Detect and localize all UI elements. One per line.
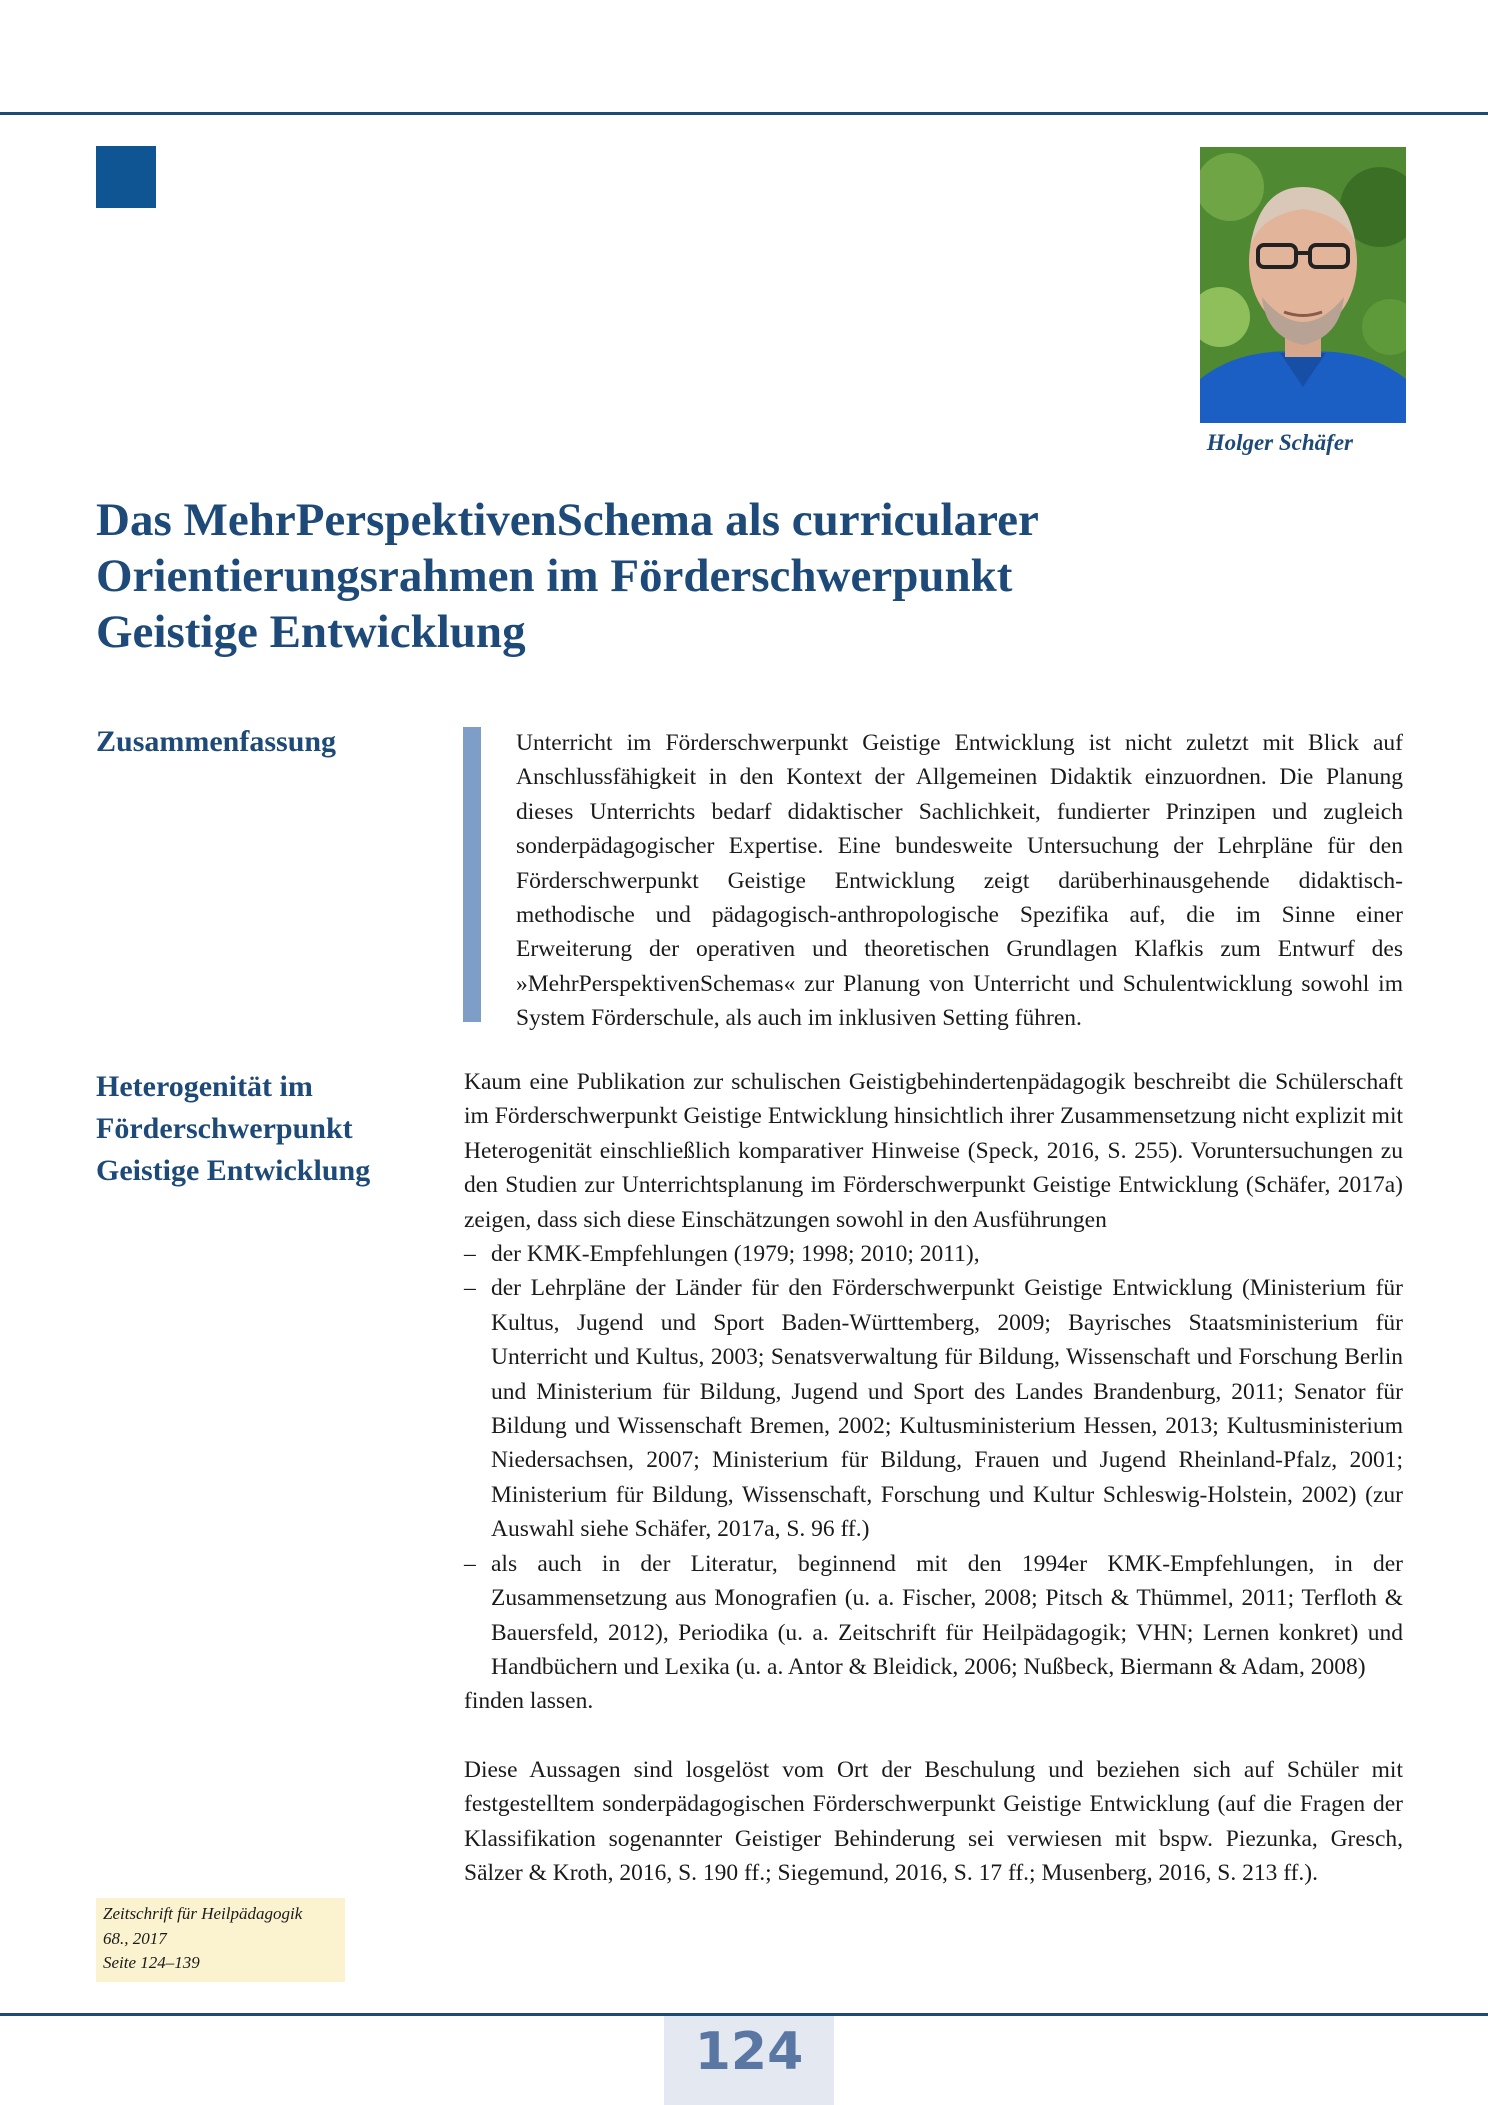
section-heading-line: Heterogenität im (96, 1070, 313, 1103)
list-item: – als auch in der Literatur, beginnend mit den 1994er KMK-Empfehlungen, in der Zusammensetzung aus Monografien (u. a. Fischer, 2008; Pitsch & Thümmel, 2011; Terfloth & Bauersfeld, 2012), Periodika (u. a. Zeitschrift für Heilpädagogik; VHN; Lernen konkret) und Handbüchern und Lexika (u. a. Antor & Bleidick, 2006; Nußbeck, Biermann & Adam, 2008) (464, 1547, 1403, 1685)
list-item: – der KMK-Empfehlungen (1979; 1998; 2010; 2011), (464, 1237, 1403, 1271)
author-name: Holger Schäfer (1206, 430, 1353, 455)
title-line: Orientierungsrahmen im Förderschwerpunkt (96, 550, 1013, 602)
list-item: – der Lehrpläne der Länder für den Förderschwerpunkt Geistige Entwicklung (Ministerium für Kultus, Jugend und Sport Baden-Württemberg, 2009; Bayrisches Staatsministerium für Unterricht und Kultus, 2003; Senatsverwaltung für Bildung, Wissenschaft und Forschung Berlin und Ministerium für Bildung, Jugend und Sport des Landes Brandenburg, 2011; Senator für Bildung und Wissenschaft Bremen, 2002; Kultusministerium Hessen, 2013; Kultusministerium Niedersachsen, 2007; Ministerium für Bildung, Frauen und Jugend Rheinland-Pfalz, 2001; Ministerium für Bildung, Wissenschaft, Forschung und Kultur Schleswig-Holstein, 2002) (zur Auswahl siehe Schäfer, 2017a, S. 96 ff.) (464, 1271, 1403, 1546)
page-number: 124 (664, 2016, 834, 2105)
source-list (464, 1237, 1403, 1684)
list-tail: finden lassen. (464, 1688, 594, 1715)
section-heading-line: Förderschwerpunkt (96, 1112, 353, 1145)
second-paragraph: Diese Aussagen sind losgelöst vom Ort der Beschulung und beziehen sich auf Schüler mit festgestelltem sonderpädagogischen Förderschwerpunkt Geistige Entwicklung (auf die Fragen der Klassifikation sogenannter Geistiger Behinderung sei verwiesen mit bspw. Piezunka, Gresch, Sälzer & Kroth, 2016, S. 190 ff.; Siegemund, 2016, S. 17 ff.; Musenberg, 2016, S. 213 ff.). (464, 1756, 1403, 1886)
citation-box (96, 1898, 345, 1982)
section-body (464, 1065, 1403, 1890)
abstract-text: Unterricht im Förderschwerpunkt Geistige Entwicklung ist nicht zuletzt mit Blick auf Anschlussfähigkeit in den Kontext der Allgemeinen Didaktik einzuordnen. Die Planung dieses Unterrichts bedarf didaktischer Sachlichkeit, fundierter Prinzipen und zugleich sonderpädagogischer Expertise. Eine bundesweite Untersuchung der Lehrpläne für den Förderschwerpunkt Geistige Entwicklung zeigt darüberhinausgehende didaktisch-methodische und pädagogisch-anthropologische Spezifika auf, die im Sinne einer Erweiterung der operativen und theoretischen Grundlagen Klafkis zum Entwurf des »MehrPerspektivenSchemas« zur Planung von Unterricht und Schulentwicklung sowohl im System Förderschule, als auch im inklusiven Setting führen. (516, 730, 1403, 1032)
citation-volume: 68., 2017 (103, 1928, 167, 1948)
top-rule (0, 112, 1488, 115)
abstract-bar (463, 727, 481, 1022)
section-heading-line: Geistige Entwicklung (96, 1154, 371, 1187)
author-photo (1200, 147, 1406, 423)
summary-heading: Zusammenfassung (96, 725, 337, 758)
citation-journal: Zeitschrift für Heilpädagogik (103, 1904, 303, 1923)
section-marker-square (96, 146, 156, 208)
title-line: Geistige Entwicklung (96, 606, 526, 658)
title-line: Das MehrPerspektivenSchema als curricularer (96, 494, 1039, 546)
article-title (96, 492, 1226, 660)
intro-paragraph: Kaum eine Publikation zur schulischen Geistigbehindertenpädagogik beschreibt die Schülerschaft im Förderschwerpunkt Geistige Entwicklung hinsichtlich ihrer Zusammensetzung nicht explizit mit Heterogenität einschließlich komparativer Hinweise (Speck, 2016, S. 255). Voruntersuchungen zu den Studien zur Unterrichtsplanung im Förderschwerpunkt Geistige Entwicklung (Schäfer, 2017a) zeigen, dass sich diese Einschätzungen sowohl in den Ausführungen (464, 1069, 1403, 1233)
section-heading (96, 1066, 370, 1192)
citation-pages: Seite 124–139 (103, 1953, 200, 1972)
